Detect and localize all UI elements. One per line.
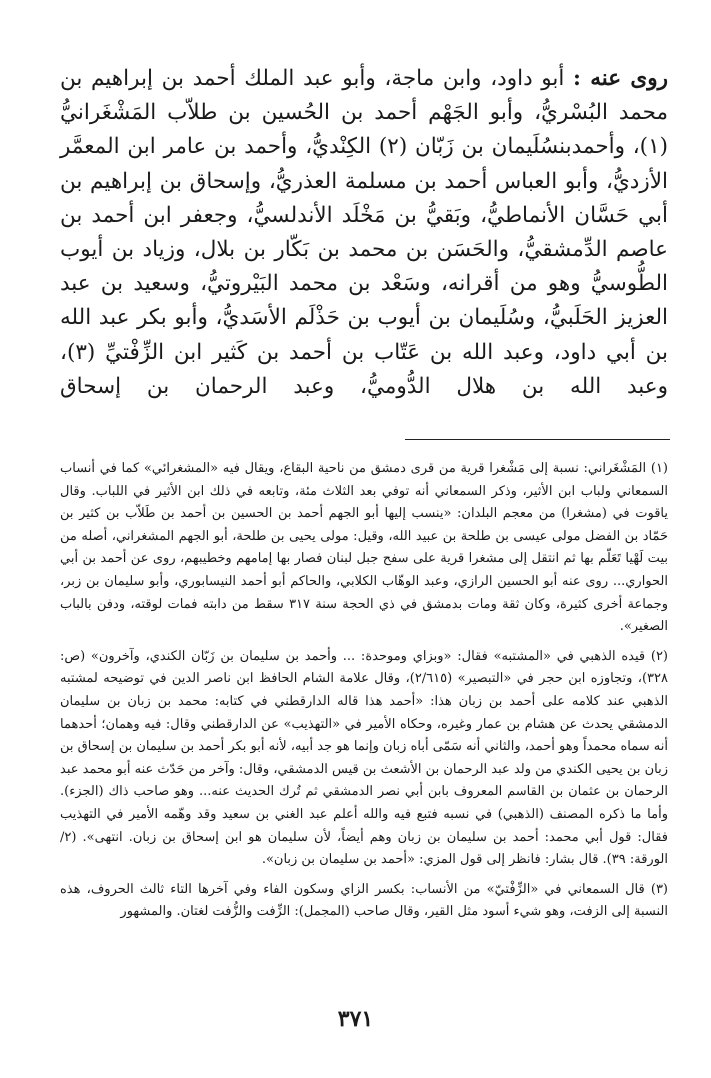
footnote (60, 458, 668, 639)
footnote-text: قيده الذهبي في «المشتبه» فقال: «وبزاي وموحدة: ... وأحمد بن سليمان بن زَبّان الكندي، وآخرون» (ص: ٣٢٨)، وتجاوزه ابن حجر في «التبصير» (٢/٦١٥)، وقال علامة الشام الحافظ ابن ناصر الدين في توضيحه لمشتبه الذهبي عند كلامه على أحمد بن زبان هذا: «أحمد هذا قاله الدارقطني في كتابه: محمد بن زبان بن سليمان الدمشقي يحدث عن هشام بن عمار وغيره، وحكاه الأمير في «التهذيب» عن الدارقطني وقال: فيه وهمان؛ أحدهما أنه سماه محمداً وهو أحمد، والثاني أنه سَمّى أباه زبان وإنما هو جد أبيه، لأنه أبو بكر أحمد بن سليمان بن إسحاق بن زبان بن يحيى الكندي من ولد عبد الرحمان بن الأشعث بن قيس الدمشقي، وقال: وآخر من حَدّث عنه أبو محمد عبد الرحمان بن عثمان بن القاسم المعروف بابن أبي نصر الدمشقي ثم تُرك الحديث عنه... وهو صاحب ذاك (الجزء). وأما ما ذكره المصنف (الذهبي) في نسبه فتبع فيه والله أعلم عبد الغني بن سعيد وقد وهّمه الأمير في التهذيب فقال: قول أبي محمد: أحمد بن سليمان بن زبان وهم أيضاً، لأن سليمان هو ابن إسحاق بن زبان. انتهى». (٢/الورقة: ٣٩). قال بشار: فانظر إلى قول المزي: «أحمد بن سليمان بن زبان». (60, 648, 668, 868)
page-number: ٣٧١ (337, 1006, 374, 1032)
footnote-marker: (١) (650, 461, 668, 476)
main-text-block (60, 62, 668, 404)
footnote (60, 646, 668, 872)
footnote-marker: (٢) (650, 648, 668, 664)
main-paragraph (60, 62, 668, 404)
footnotes (60, 458, 668, 931)
narrators-label: روى عنه : (573, 66, 669, 91)
footnote-text: المَشْغَراني: نسبة إلى مَشْغرا قرية من قرى دمشق من ناحية البقاع، ويقال فيه «المشغرائي» كما في أنساب السمعاني ولباب ابن الأثير، وذكر السمعاني أنه توفي بعد الثلاث مئة، وتابعه في ذلك ابن الأثير في اللباب. وقال ياقوت في (مشغرا) من معجم البلدان: «ينسب إليها أبو الجهم أحمد بن الحسين بن أحمد بن طَلاّب بن كثير بن حَمّاد بن الفضل مولى عيسى بن طلحة بن عبيد الله، وقيل: مولى يحيى بن طلحة، أبو الجهم المشغراني، أصله من بيت لَهْيا تَعَلّم بها ثم انتقل إلى مشغرا قرية على سفح جبل لبنان فصار بها إمامهم وخطيبهم، روى عن أحمد بن أبي الحواري... روى عنه أبو الحسين الرازي، وعبد الوهّاب الكلابي، والحاكم أبو أحمد النيسابوري، وأبو سليمان بن زبر، وجماعة أخرى كثيرة، وكان ثقة ومات بدمشق في ذي الحجة سنة ٣١٧ سقط من دابته فمات لوقته، ودفن بالباب الصغير». (60, 461, 668, 635)
footnote-divider (405, 439, 670, 440)
narrators-list: أبو داود، وابن ماجة، وأبو عبد الملك أحمد بن إبراهيم بن محمد البُسْريُّ، وأبو الجَهْم أحمد بن الحُسين بن طلاّب المَشْغَرانيُّ (١)، وأحمدبنسُلَيمان بن زَبّان (٢) الكِنْديُّ، وأحمد بن عامر ابن المعمَّر الأزديُّ، وأبو العباس أحمد بن مسلمة العذريُّ، وإسحاق بن إبراهيم بن أبي حَسَّان الأنماطيُّ، وبَقيُّ بن مَخْلَد الأندلسيُّ، وجعفر ابن أحمد بن عاصم الدِّمشقيُّ، والحَسَن بن محمد بن بَكّار بن بلال، وزياد بن أيوب الطُّوسيُّ وهو من أقرانه، وسَعْد بن محمد البَيْروتيُّ، وسعيد بن عبد العزيز الحَلَبيُّ، وسُلَيمان بن أيوب بن حَذْلَم الأسَديُّ، وأبو بكر عبد الله بن أبي داود، وعبد الله بن عَتّاب بن أحمد بن كَثير ابن الزِّفْتيِّ (٣)، وعبد الله بن هلال الدُّوميُّ، وعبد الرحمان بن إسحاق (60, 66, 669, 399)
footnote-text: قال السمعاني في «الزِّفْتيّ» من الأنساب: بكسر الزاي وسكون الفاء وفي آخرها التاء ثالث الحروف، هذه النسبة إلى الزفت، وهو شيء أسود مثل القير، وقال صاحب (المجمل): الزِّفت والزُّفت لغتان. والمشهور (60, 881, 668, 920)
footnote-marker: (٣) (650, 881, 668, 897)
footnote (60, 879, 668, 924)
